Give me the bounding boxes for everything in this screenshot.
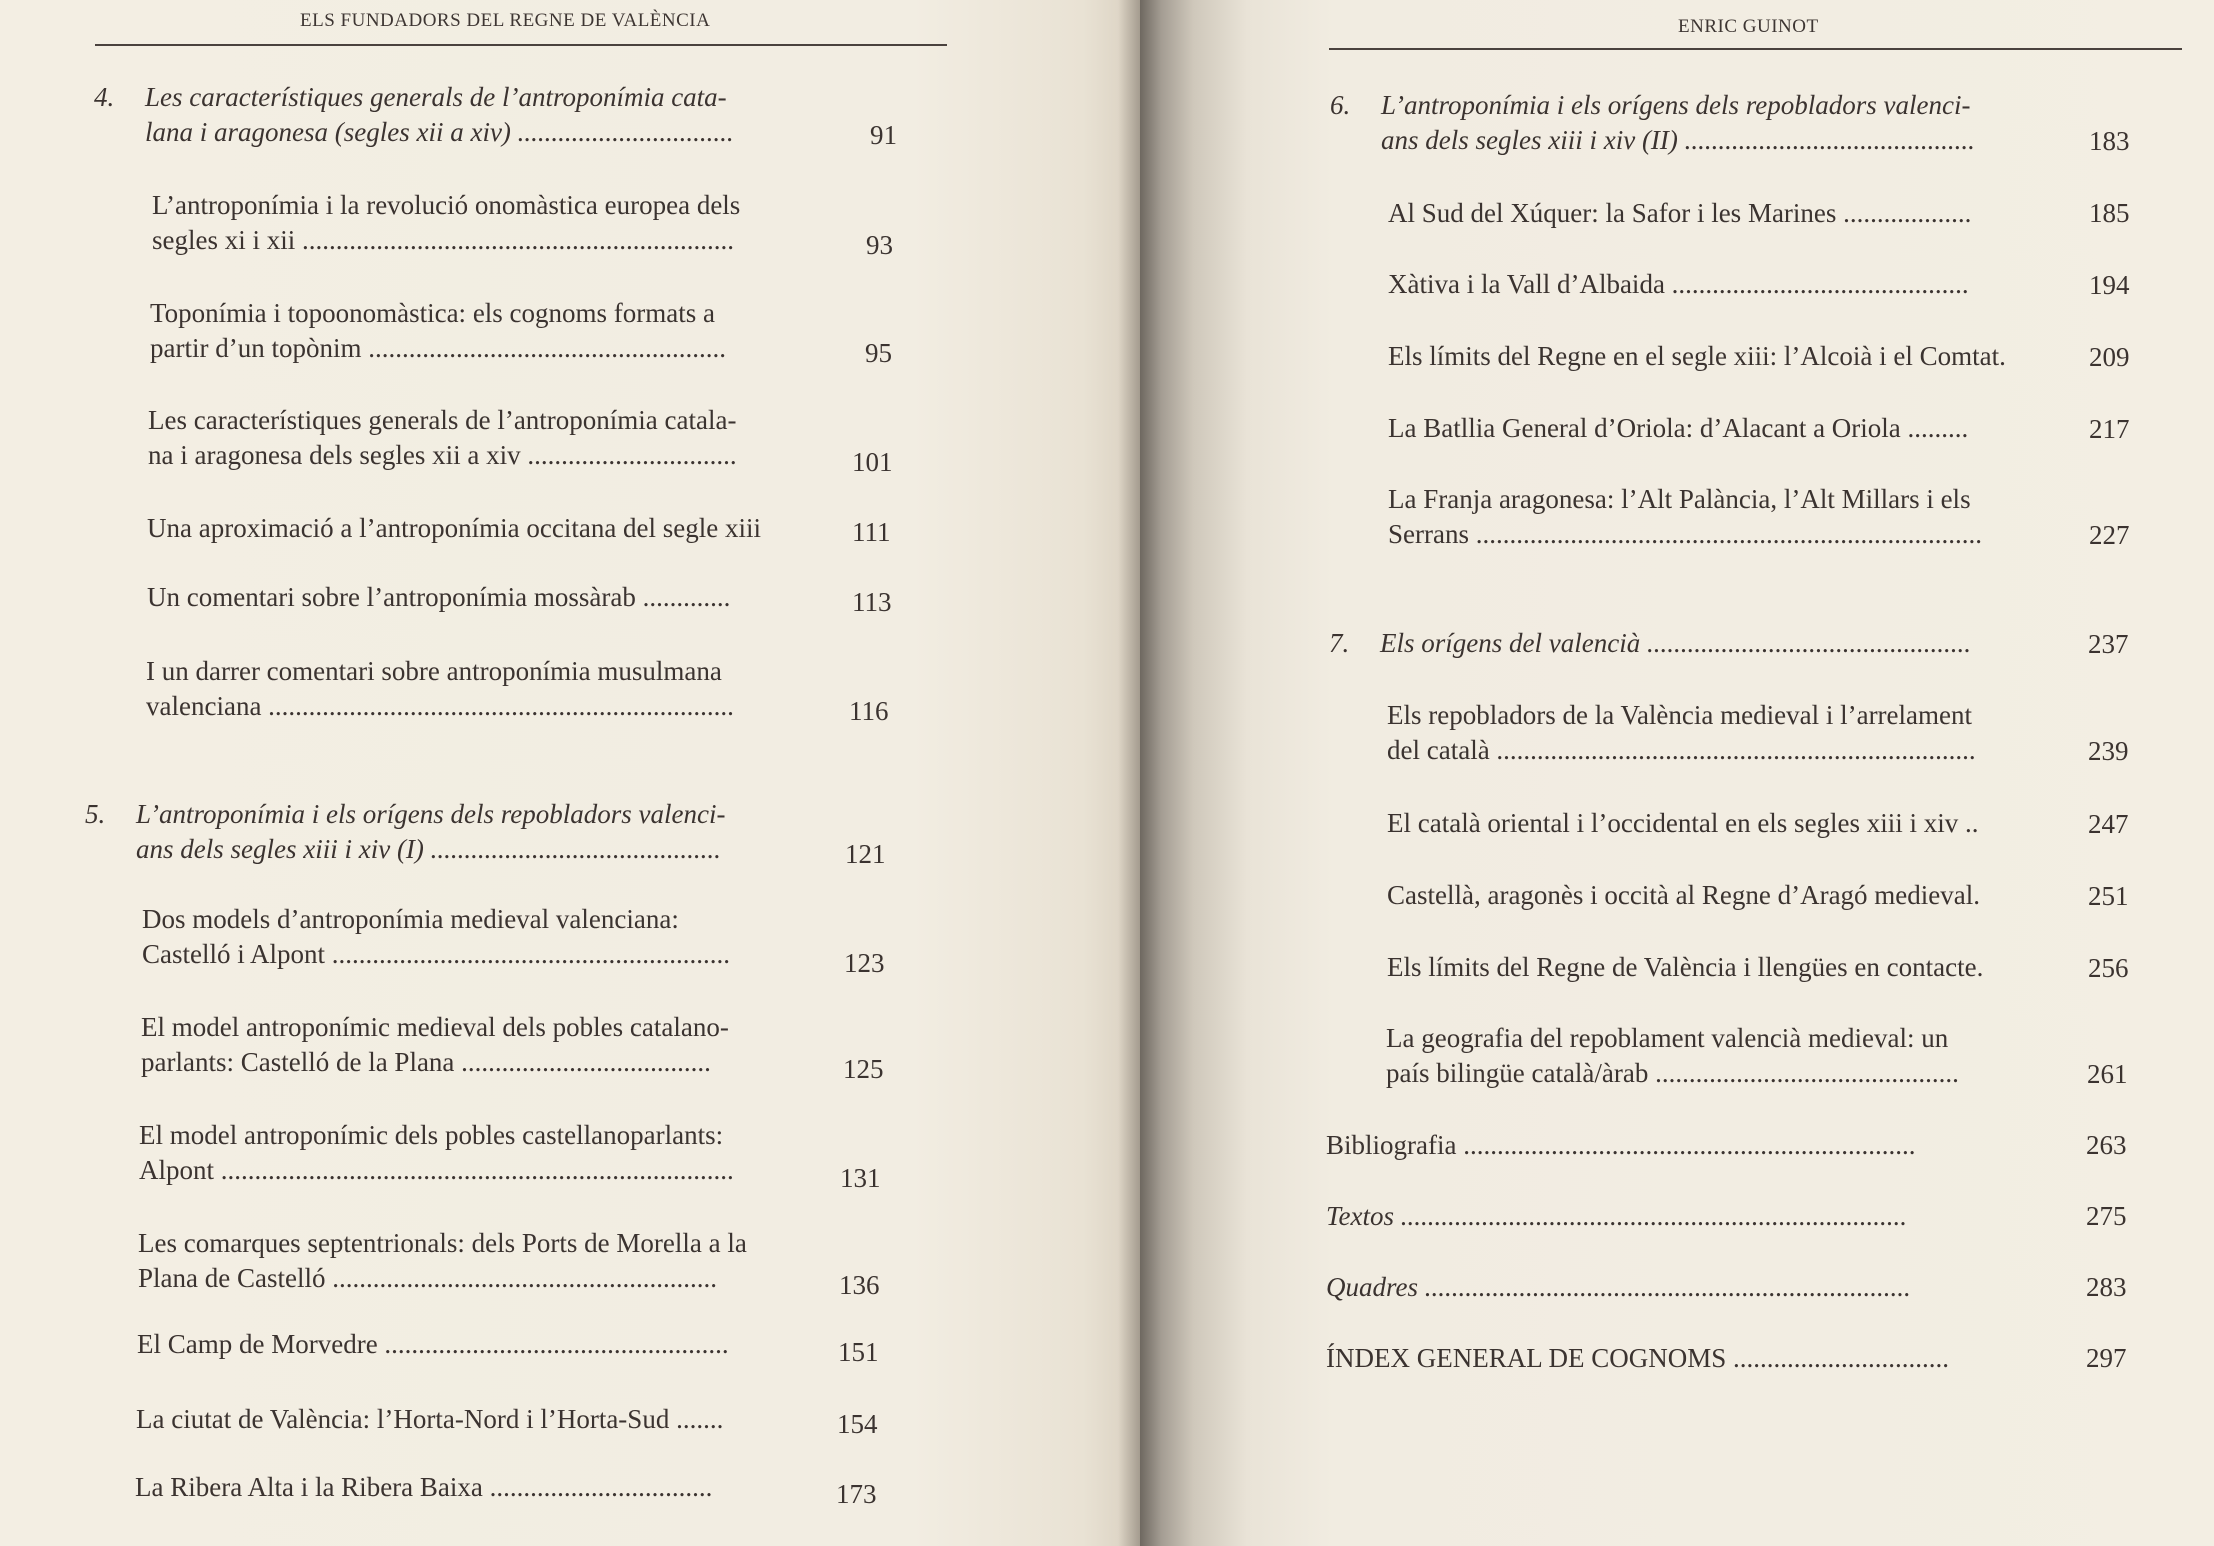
entry-title: Xàtiva i la Vall d’Albaida ............................................ [1388,269,1969,299]
entry-title: Bibliografia ................................................................... [1326,1130,1916,1160]
page-number: 125 [843,1054,884,1084]
page-number: 194 [2089,270,2130,300]
page-number: 239 [2088,736,2129,766]
page-number: 283 [2086,1272,2127,1302]
page-number: 275 [2086,1201,2127,1231]
page-number: 251 [2088,881,2129,911]
entry-title: Castellà, aragonès i occità al Regne d’Aragó medieval. [1387,880,1981,910]
right-head-rule [1329,48,2182,50]
page-number: 217 [2089,414,2130,444]
entry-title: Toponímia i topoonomàstica: els cognoms formats a partir d’un topònim ..................................................... [150,298,726,363]
entry-title: Els orígens del valencià ................................................ [1380,628,1971,658]
entry-title: La ciutat de València: l’Horta-Nord i l’Horta-Sud ....... [136,1404,724,1434]
page-number: 131 [840,1163,881,1193]
entry-title: La geografia del repoblament valencià medieval: un país bilingüe català/àrab ............................................. [1386,1023,1959,1088]
page-number: 209 [2089,342,2130,372]
entry-title: Les característiques generals de l’antroponímia cata- lana i aragonesa (segles xii a xiv) ................................ [145,82,734,147]
page-number: 111 [852,517,891,547]
right-running-head: ENRIC GUINOT [1678,16,1819,37]
page-number: 261 [2087,1059,2128,1089]
page-number: 237 [2088,629,2129,659]
page-number: 173 [836,1479,877,1509]
entry-title: La Ribera Alta i la Ribera Baixa ................................. [135,1472,713,1502]
entry-title: Un comentari sobre l’antroponímia mossàrab ............. [147,582,731,612]
chapter-number: 4. [94,82,115,112]
page-number: 123 [844,948,885,978]
entry-title: L’antroponímia i els orígens dels repobladors valenci- ans dels segles xiii i xiv (II) ........................................... [1381,90,1975,155]
entry-title: ÍNDEX GENERAL DE COGNOMS ................................ [1326,1343,1949,1373]
chapter-number: 6. [1330,90,1351,120]
right-page [1140,0,2214,1546]
chapter-number: 5. [85,799,106,829]
entry-title: La Franja aragonesa: l’Alt Palància, l’Alt Millars i els Serrans ........................................................................... [1388,484,1982,549]
entry-title: Una aproximació a l’antroponímia occitana del segle xiii [147,513,762,543]
page-number: 101 [852,447,893,477]
page-number: 263 [2086,1130,2127,1160]
entry-title: Les comarques septentrionals: dels Ports de Morella a la Plana de Castelló ......................................................... [138,1228,747,1293]
entry-title: Al Sud del Xúquer: la Safor i les Marines ................... [1388,198,1972,228]
entry-title: El català oriental i l’occidental en els segles xiii i xiv .. [1387,808,1979,838]
entry-title: Les característiques generals de l’antroponímia catala- na i aragonesa dels segles xii a xiv ............................... [148,405,737,470]
entry-title: L’antroponímia i els orígens dels repobladors valenci- ans dels segles xiii i xiv (I) ........................................... [136,799,726,864]
entry-title: El model antroponímic medieval dels pobles catalano- parlants: Castelló de la Plana ..................................... [141,1012,729,1077]
entry-title: El Camp de Morvedre ................................................... [137,1329,729,1359]
chapter-number: 7. [1329,628,1350,658]
page-number: 116 [849,696,889,726]
page-number: 91 [870,120,897,150]
page-number: 256 [2088,953,2129,983]
page-number: 185 [2089,198,2130,228]
page-number: 151 [838,1337,879,1367]
entry-title: Els repobladors de la València medieval i l’arrelament del català ....................................................................... [1387,700,1976,765]
entry-title: Els límits del Regne de València i llengües en contacte. [1387,952,1984,982]
entry-title: El model antroponímic dels pobles castellanoparlants: Alpont ............................................................................ [139,1120,734,1185]
page-number: 121 [845,839,886,869]
entry-title: Textos ........................................................................... [1326,1201,1908,1231]
page-number: 247 [2088,809,2129,839]
entry-title: L’antroponímia i la revolució onomàstica europea dels segles xi i xii ................................................................ [152,190,741,255]
entry-title: Els límits del Regne en el segle xiii: l’Alcoià i el Comtat. [1388,341,2006,371]
page-number: 183 [2089,126,2130,156]
left-head-rule [95,44,947,46]
entry-title: Dos models d’antroponímia medieval valenciana: Castelló i Alpont ........................................................... [142,904,731,969]
page-number: 154 [837,1409,878,1439]
page-number: 93 [866,230,893,260]
entry-title: Quadres ........................................................................ [1326,1272,1911,1302]
entry-title: La Batllia General d’Oriola: d’Alacant a Oriola ......... [1388,413,1969,443]
page-number: 297 [2086,1343,2127,1373]
left-running-head: ELS FUNDADORS DEL REGNE DE VALÈNCIA [300,10,711,31]
page-number: 227 [2089,520,2130,550]
page-number: 113 [852,587,892,617]
entry-title: I un darrer comentari sobre antroponímia musulmana valenciana ..................................................................... [146,656,734,721]
page-number: 136 [839,1270,880,1300]
page-number: 95 [865,338,892,368]
